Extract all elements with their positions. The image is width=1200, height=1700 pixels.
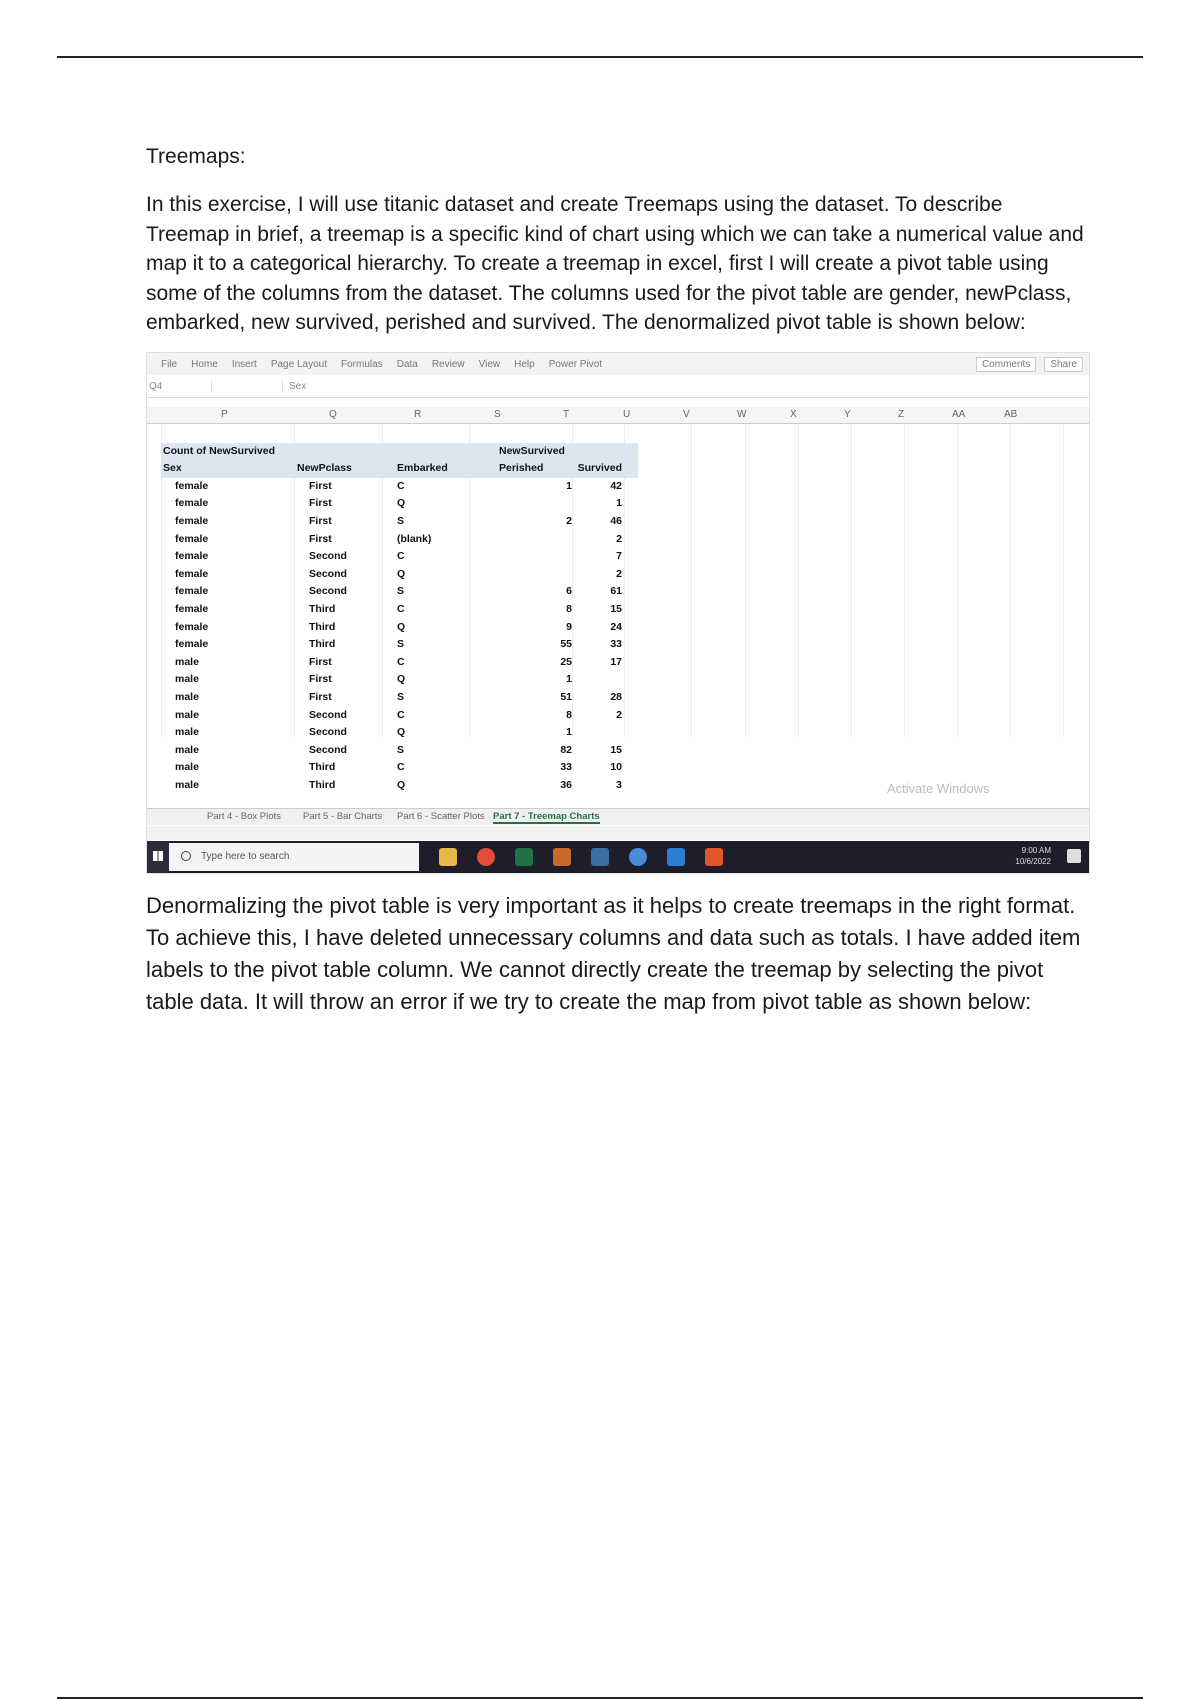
cell-embarked[interactable]: C bbox=[397, 761, 405, 774]
cell-embarked[interactable]: C bbox=[397, 479, 405, 492]
intro-paragraph bbox=[146, 190, 1086, 338]
cell-survived[interactable]: 42 bbox=[610, 479, 622, 492]
top-rule bbox=[57, 56, 1143, 58]
cell-embarked[interactable]: S bbox=[397, 585, 405, 598]
app-icon-3[interactable] bbox=[629, 848, 647, 866]
cell-survived[interactable]: 17 bbox=[610, 655, 622, 668]
cell-sex[interactable]: male bbox=[175, 673, 199, 686]
ribbon-tab[interactable]: Data bbox=[396, 358, 418, 370]
cell-embarked[interactable]: Q bbox=[397, 620, 406, 633]
cell-pclass[interactable]: Third bbox=[309, 603, 336, 615]
intro-text: In this exercise, I will use titanic dataset and create Treemaps using the dataset. To describe Treemap in brief, a treemap is a specific kind of chart using which we can take a numerical value and map it to a categorical hierarchy. To create a treemap in excel, first I will create a pivot table using some of the columns from the dataset. The columns used for the pivot table are gender, newPclass, embarked, new survived, perished and survived. The denormalized pivot table is shown below: bbox=[146, 193, 1084, 334]
cell-perished[interactable]: 25 bbox=[560, 655, 572, 668]
cell-embarked[interactable]: C bbox=[397, 603, 405, 615]
header-pclass[interactable]: NewPclass bbox=[297, 462, 352, 475]
table-row bbox=[147, 654, 1089, 672]
cell-embarked[interactable]: S bbox=[397, 691, 405, 703]
cell-survived[interactable]: 10 bbox=[610, 761, 622, 774]
notification-icon[interactable] bbox=[1067, 849, 1081, 863]
taskbar bbox=[147, 841, 1089, 873]
table-row bbox=[147, 707, 1089, 725]
cell-perished[interactable]: 8 bbox=[566, 603, 572, 615]
cell-sex[interactable]: female bbox=[175, 620, 209, 633]
cell-survived[interactable]: 7 bbox=[616, 550, 622, 563]
cell-sex[interactable]: male bbox=[175, 779, 199, 791]
column-header[interactable]: P bbox=[221, 409, 228, 420]
start-button[interactable] bbox=[147, 841, 169, 873]
formula-bar bbox=[147, 375, 1089, 398]
search-icon bbox=[181, 851, 191, 861]
cell-sex[interactable]: male bbox=[175, 655, 199, 668]
table-row bbox=[147, 724, 1089, 742]
cell-pclass[interactable]: First bbox=[309, 691, 332, 703]
table-row bbox=[147, 601, 1089, 619]
cell-sex[interactable]: female bbox=[175, 585, 209, 598]
activate-windows-watermark: Activate Windows bbox=[887, 781, 990, 796]
table-row bbox=[147, 478, 1089, 496]
clock-date: 10/6/2022 bbox=[1015, 857, 1051, 866]
share-button[interactable]: Share bbox=[1044, 357, 1083, 372]
table-row bbox=[147, 513, 1089, 531]
cell-perished[interactable]: 33 bbox=[560, 761, 572, 774]
cell-embarked[interactable]: S bbox=[397, 638, 405, 651]
column-header[interactable]: W bbox=[737, 409, 747, 420]
cell-survived[interactable]: 15 bbox=[610, 603, 622, 615]
cell-perished[interactable]: 2 bbox=[566, 515, 572, 527]
cell-sex[interactable]: male bbox=[175, 708, 199, 721]
cell-sex[interactable]: female bbox=[175, 515, 209, 527]
cell-sex[interactable]: female bbox=[175, 550, 209, 563]
cell-pclass[interactable]: Second bbox=[309, 726, 347, 739]
cell-survived[interactable]: 15 bbox=[610, 743, 622, 756]
cell-perished[interactable]: 51 bbox=[560, 691, 572, 703]
ribbon-tab[interactable]: Review bbox=[431, 358, 465, 370]
ribbon-tab[interactable]: View bbox=[478, 358, 501, 370]
ribbon-tab[interactable]: Insert bbox=[231, 358, 257, 370]
cell-sex[interactable]: female bbox=[175, 567, 209, 580]
cell-embarked[interactable]: Q bbox=[397, 779, 406, 791]
name-box[interactable]: Q4 bbox=[147, 381, 212, 392]
cell-embarked[interactable]: C bbox=[397, 550, 405, 563]
column-header[interactable]: AB bbox=[1004, 409, 1018, 420]
table-row bbox=[147, 548, 1089, 566]
cell-pclass[interactable]: First bbox=[309, 515, 332, 527]
header-perished[interactable]: Perished bbox=[499, 462, 544, 475]
pivot-column-field[interactable]: NewSurvived bbox=[499, 444, 565, 457]
ribbon-actions bbox=[976, 357, 1083, 372]
cell-sex[interactable]: male bbox=[175, 761, 199, 774]
table-row bbox=[147, 495, 1089, 513]
cell-survived[interactable]: 2 bbox=[616, 567, 622, 580]
bottom-rule bbox=[57, 1697, 1143, 1699]
ribbon-tab[interactable]: Page Layout bbox=[270, 358, 327, 370]
cell-survived[interactable]: 61 bbox=[610, 585, 622, 598]
cell-sex[interactable]: male bbox=[175, 726, 199, 739]
cell-pclass[interactable]: Third bbox=[309, 638, 336, 651]
column-header[interactable]: Z bbox=[898, 409, 905, 420]
cell-sex[interactable]: female bbox=[175, 603, 209, 615]
cell-perished[interactable]: 6 bbox=[566, 585, 572, 598]
app-icon-5[interactable] bbox=[705, 848, 723, 866]
table-row bbox=[147, 566, 1089, 584]
cell-embarked[interactable]: S bbox=[397, 743, 405, 756]
section-heading: Treemaps: bbox=[146, 145, 246, 168]
cell-embarked[interactable]: Q bbox=[397, 497, 406, 510]
column-header[interactable]: AA bbox=[952, 409, 966, 420]
column-header[interactable]: U bbox=[623, 409, 631, 420]
pivot-title[interactable]: Count of NewSurvived bbox=[163, 444, 276, 457]
cell-pclass[interactable]: First bbox=[309, 497, 332, 510]
cell-perished[interactable]: 55 bbox=[560, 638, 572, 651]
cell-perished[interactable]: 36 bbox=[560, 779, 572, 791]
table-row bbox=[147, 689, 1089, 707]
column-header[interactable]: S bbox=[494, 409, 501, 420]
column-header[interactable]: V bbox=[683, 409, 690, 420]
cell-sex[interactable]: male bbox=[175, 691, 199, 703]
cell-survived[interactable]: 46 bbox=[610, 515, 622, 527]
column-header[interactable]: X bbox=[790, 409, 797, 420]
ribbon-tab[interactable]: Power Pivot bbox=[548, 358, 603, 370]
cell-perished[interactable]: 8 bbox=[566, 708, 572, 721]
cell-survived[interactable]: 24 bbox=[610, 620, 622, 633]
cell-embarked[interactable]: C bbox=[397, 655, 405, 668]
cell-pclass[interactable]: First bbox=[309, 532, 332, 545]
cell-survived[interactable]: 2 bbox=[616, 532, 622, 545]
column-header[interactable]: Y bbox=[844, 409, 851, 420]
excel-icon[interactable] bbox=[515, 848, 533, 866]
table-row bbox=[147, 671, 1089, 689]
cell-pclass[interactable]: First bbox=[309, 655, 332, 668]
cell-embarked[interactable]: C bbox=[397, 708, 405, 721]
cell-sex[interactable]: female bbox=[175, 497, 209, 510]
cell-perished[interactable]: 1 bbox=[566, 726, 572, 739]
cell-embarked[interactable]: S bbox=[397, 515, 405, 527]
cell-pclass[interactable]: Second bbox=[309, 585, 347, 598]
explanation-paragraph bbox=[146, 890, 1086, 1018]
header-embarked[interactable]: Embarked bbox=[397, 462, 448, 475]
sheet-tab[interactable]: Part 6 - Scatter Plots bbox=[397, 811, 485, 822]
cell-pclass[interactable]: Second bbox=[309, 708, 347, 721]
taskbar-clock bbox=[1015, 845, 1051, 867]
cell-perished[interactable]: 9 bbox=[566, 620, 572, 633]
sheet-tabs bbox=[147, 808, 1089, 825]
excel-screenshot bbox=[146, 352, 1090, 874]
cell-perished[interactable]: 82 bbox=[560, 743, 572, 756]
status-bar bbox=[147, 826, 1089, 840]
explanation-text: Denormalizing the pivot table is very important as it helps to create treemaps in the right format. To achieve this, I have deleted unnecessary columns and data such as totals. I have added item labels to the pivot table column. We cannot directly create the treemap by selecting the pivot table data. It will throw an error if we try to create the map from pivot table as shown below: bbox=[146, 893, 1081, 1014]
table-row bbox=[147, 619, 1089, 637]
column-header[interactable]: R bbox=[414, 409, 422, 420]
table-row bbox=[147, 531, 1089, 549]
app-icon-2[interactable] bbox=[591, 848, 609, 866]
column-header[interactable]: Q bbox=[329, 409, 337, 420]
sheet-tab[interactable]: Part 7 - Treemap Charts bbox=[493, 811, 600, 822]
cell-survived[interactable]: 3 bbox=[616, 779, 622, 791]
cell-pclass[interactable]: First bbox=[309, 479, 332, 492]
cell-embarked[interactable]: Q bbox=[397, 567, 406, 580]
column-headers bbox=[147, 407, 1089, 424]
search-placeholder: Type here to search bbox=[201, 851, 290, 862]
cell-survived[interactable]: 33 bbox=[610, 638, 622, 651]
header-sex[interactable]: Sex bbox=[163, 462, 182, 475]
cell-survived[interactable]: 1 bbox=[616, 497, 622, 510]
app-icon[interactable] bbox=[553, 848, 571, 866]
cell-sex[interactable]: female bbox=[175, 532, 209, 545]
header-survived[interactable]: Survived bbox=[577, 462, 622, 475]
cell-sex[interactable]: female bbox=[175, 638, 209, 651]
ribbon-tab[interactable]: File bbox=[161, 358, 178, 370]
cell-embarked[interactable]: Q bbox=[397, 673, 406, 686]
comments-button[interactable]: Comments bbox=[976, 357, 1036, 372]
cell-pclass[interactable]: Third bbox=[309, 620, 336, 633]
table-row bbox=[147, 443, 1089, 461]
app-icon-4[interactable] bbox=[667, 848, 685, 866]
cell-pclass[interactable]: Second bbox=[309, 743, 347, 756]
cell-pclass[interactable]: Third bbox=[309, 761, 336, 774]
table-row bbox=[147, 759, 1089, 777]
cell-survived[interactable]: 28 bbox=[610, 691, 622, 703]
cell-pclass[interactable]: First bbox=[309, 673, 332, 686]
sheet-tab[interactable]: Part 4 - Box Plots bbox=[207, 811, 281, 822]
formula-input[interactable]: Sex bbox=[282, 381, 312, 392]
table-row bbox=[147, 742, 1089, 760]
cell-pclass[interactable]: Second bbox=[309, 567, 347, 580]
table-row bbox=[147, 636, 1089, 654]
ribbon-tab[interactable]: Home bbox=[191, 358, 218, 370]
cell-perished[interactable]: 1 bbox=[566, 479, 572, 492]
cell-pclass[interactable]: Second bbox=[309, 550, 347, 563]
taskbar-search[interactable] bbox=[169, 843, 419, 871]
chrome-icon[interactable] bbox=[477, 848, 495, 866]
column-header[interactable]: T bbox=[563, 409, 570, 420]
cell-sex[interactable]: male bbox=[175, 743, 199, 756]
clock-time: 9:00 AM bbox=[1021, 846, 1051, 855]
sheet-tab[interactable]: Part 5 - Bar Charts bbox=[303, 811, 383, 822]
cell-pclass[interactable]: Third bbox=[309, 779, 336, 791]
cell-embarked[interactable]: (blank) bbox=[397, 532, 432, 545]
ribbon-tab[interactable]: Formulas bbox=[341, 358, 383, 370]
cell-sex[interactable]: female bbox=[175, 479, 209, 492]
table-row bbox=[147, 460, 1089, 478]
cell-embarked[interactable]: Q bbox=[397, 726, 406, 739]
ribbon-tab[interactable]: Help bbox=[514, 358, 535, 370]
file-explorer-icon[interactable] bbox=[439, 848, 457, 866]
ribbon bbox=[147, 353, 1089, 375]
table-row bbox=[147, 583, 1089, 601]
cell-survived[interactable]: 2 bbox=[616, 708, 622, 721]
cell-perished[interactable]: 1 bbox=[566, 673, 572, 686]
